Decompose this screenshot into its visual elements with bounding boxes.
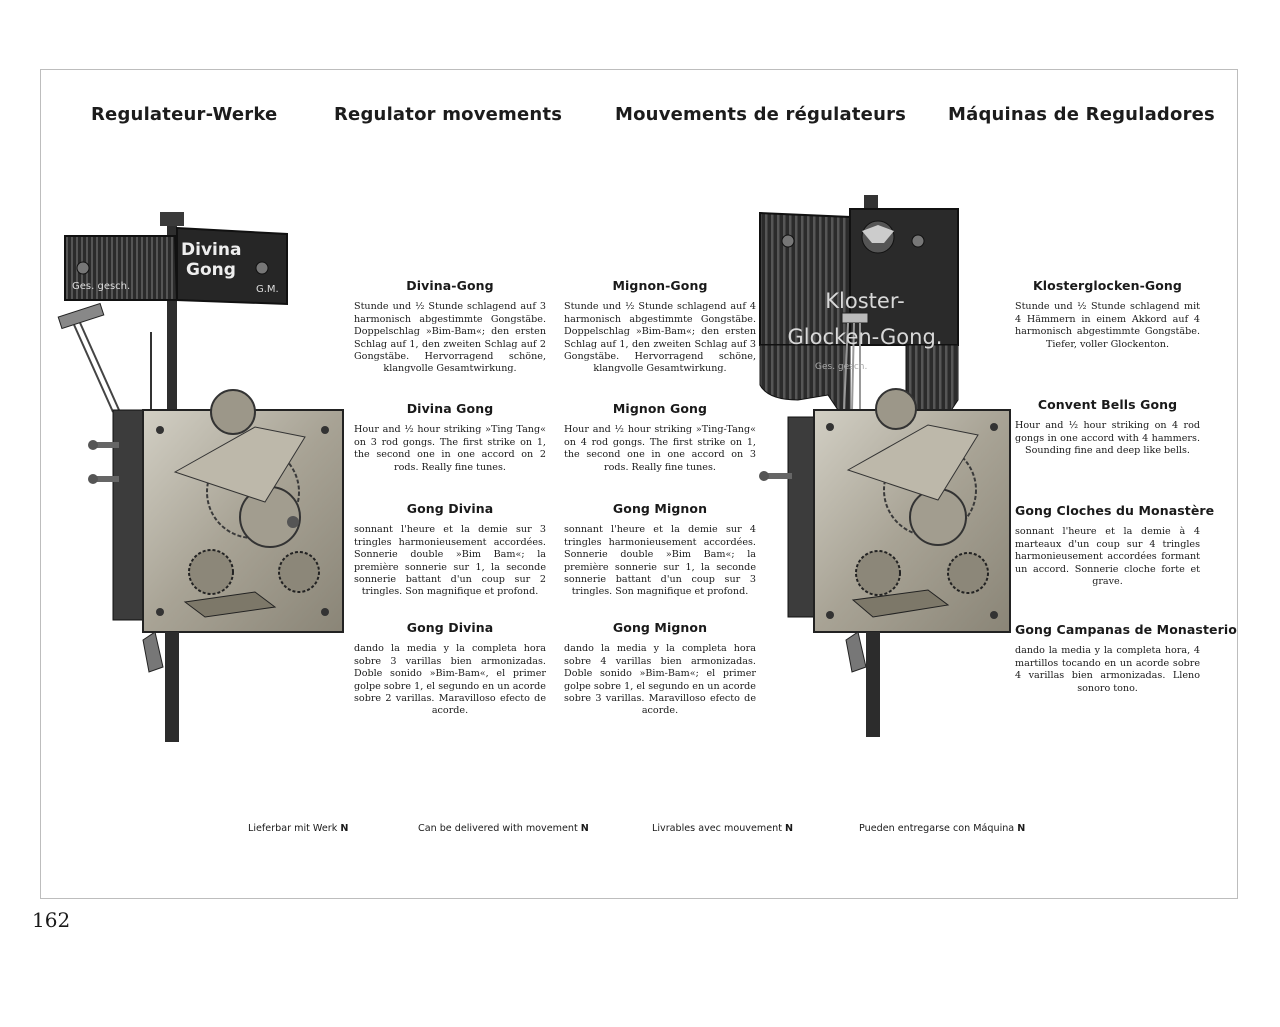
section-divina-en xyxy=(354,403,546,474)
divina-plate-right-text: G.M. xyxy=(256,284,279,295)
section-divina-de xyxy=(354,280,546,376)
section-body: dando la media y la completa hora sobre 3 varillas bien armonizadas. Doble sonido »Bim-Bam«, el primer golpe sobre 1, el segundo en un acorde sobre 2 varillas. Maravilloso efecto de acorde. xyxy=(354,643,546,717)
section-divina-fr xyxy=(354,503,546,599)
footer-french-text: Livrables avec mouvement xyxy=(652,823,782,834)
section-body: Hour and ½ hour striking on 4 rod gongs in one accord with 4 hammers. Sounding fine and deep like bells. xyxy=(1015,420,1200,457)
section-body: Stunde und ½ Stunde schlagend auf 4 harmonisch abgestimmte Gongstäbe. Doppelschlag »Bim-Bam«; den ersten Schlag auf 1, den zweiten Schlag auf 3 Gongstäbe. Hervorragend schöne, klangvolle Gesamtwirkung. xyxy=(564,301,756,375)
heading-german: Regulateur-Werke xyxy=(91,104,278,125)
section-mignon-fr xyxy=(564,503,756,599)
section-body: dando la media y la completa hora, 4 martillos tocando en un acorde sobre 4 varillas bien armonizadas. Lleno sonoro tono. xyxy=(1015,645,1200,694)
section-title: Mignon Gong xyxy=(612,401,708,416)
heading-spanish: Máquinas de Reguladores xyxy=(948,104,1215,125)
section-mignon-de xyxy=(564,280,756,376)
divina-plate-line1: Divina xyxy=(181,240,242,260)
section-body: sonnant l'heure et la demie à 4 marteaux d'un coup sur 4 tringles harmonieusement accordées formant un accord. Sonnerie cloche forte et grave. xyxy=(1015,526,1200,588)
section-title: Divina Gong xyxy=(406,401,494,416)
section-kloster-de xyxy=(1015,280,1200,351)
section-title: Convent Bells Gong xyxy=(1037,397,1178,412)
section-body: dando la media y la completa hora sobre 4 varillas bien armonizadas. Doble sonido »Bim-Bam«; el primer golpe sobre 1, el segundo en un acorde sobre 3 varillas. Maravilloso efecto de acorde. xyxy=(564,643,756,717)
footer-movement-letter: N xyxy=(1017,823,1026,834)
section-kloster-en xyxy=(1015,399,1200,458)
section-title: Gong Divina xyxy=(406,620,494,635)
section-kloster-es xyxy=(1015,622,1237,695)
section-body: sonnant l'heure et la demie sur 3 tringles harmonieusement accordées. Sonnerie double »Bim Bam«; la première sonnerie sur 1, la seconde sonnerie battant d'un coup sur 2 tringles. Son magnifique et profond. xyxy=(354,524,546,598)
section-body: Stunde und ½ Stunde schlagend auf 3 harmonisch abgestimmte Gongstäbe. Doppelschlag »Bim-Bam«; den ersten Schlag auf 1, den zweiten Schlag auf 2 Gongstäbe. Hervorragend schöne, klangvolle Gesamtwirkung. xyxy=(354,301,546,375)
footer-english xyxy=(418,823,589,834)
section-title: Gong Campanas de Monasterio xyxy=(1015,622,1237,637)
section-title: Gong Divina xyxy=(406,501,494,516)
footer-german-text: Lieferbar mit Werk xyxy=(248,823,338,834)
kloster-plate-line2: Glocken-Gong. xyxy=(787,325,943,349)
section-divina-es xyxy=(354,622,546,718)
section-mignon-es xyxy=(564,622,756,718)
klosterglocken-gong-movement-illustration xyxy=(758,195,1018,740)
divina-plate-left-text: Ges. gesch. xyxy=(72,281,131,292)
divina-plate-line2: Gong xyxy=(186,260,236,280)
section-kloster-fr xyxy=(1015,503,1215,588)
footer-movement-letter: N xyxy=(785,823,794,834)
footer-spanish xyxy=(859,823,1025,834)
section-title: Divina-Gong xyxy=(406,278,494,293)
page-number: 162 xyxy=(32,908,71,932)
section-body: Stunde und ½ Stunde schlagend mit 4 Hämmern in einem Akkord auf 4 harmonisch abgestimmte Gongstäbe. Tiefer, voller Glockenton. xyxy=(1015,301,1200,350)
section-body: Hour and ½ hour striking »Ting Tang« on 3 rod gongs. The first strike on 1, the second one in one accord on 2 rods. Really fine tunes. xyxy=(354,424,546,473)
section-body: sonnant l'heure et la demie sur 4 tringles harmonieusement accordées. Sonnerie double »Bim Bam«; la première sonnerie sur 1, la seconde sonnerie battant d'un coup sur 3 tringles. Son magnifique et profond. xyxy=(564,524,756,598)
footer-english-text: Can be delivered with movement xyxy=(418,823,578,834)
section-title: Gong Mignon xyxy=(612,620,708,635)
footer-movement-letter: N xyxy=(340,823,349,834)
divina-plate-lettering xyxy=(181,240,241,280)
heading-french: Mouvements de régulateurs xyxy=(615,104,907,125)
footer-german xyxy=(248,823,348,834)
footer-french xyxy=(652,823,793,834)
footer-spanish-text: Pueden entregarse con Máquina xyxy=(859,823,1015,834)
section-title: Klosterglocken-Gong xyxy=(1033,278,1182,293)
kloster-plate-line1: Kloster- xyxy=(825,289,905,313)
section-body: Hour and ½ hour striking »Ting-Tang« on 4 rod gongs. The first strike on 1, the second one in one accord on 3 rods. Really fine tunes. xyxy=(564,424,756,473)
kloster-plate-bottom-text: Ges. gesch. xyxy=(815,362,868,372)
section-title: Gong Cloches du Monastère xyxy=(1015,503,1215,518)
section-title: Mignon-Gong xyxy=(612,278,708,293)
heading-english: Regulator movements xyxy=(334,104,563,125)
kloster-plate-lettering xyxy=(772,283,958,355)
section-mignon-en xyxy=(564,403,756,474)
footer-movement-letter: N xyxy=(580,823,589,834)
section-title: Gong Mignon xyxy=(612,501,708,516)
